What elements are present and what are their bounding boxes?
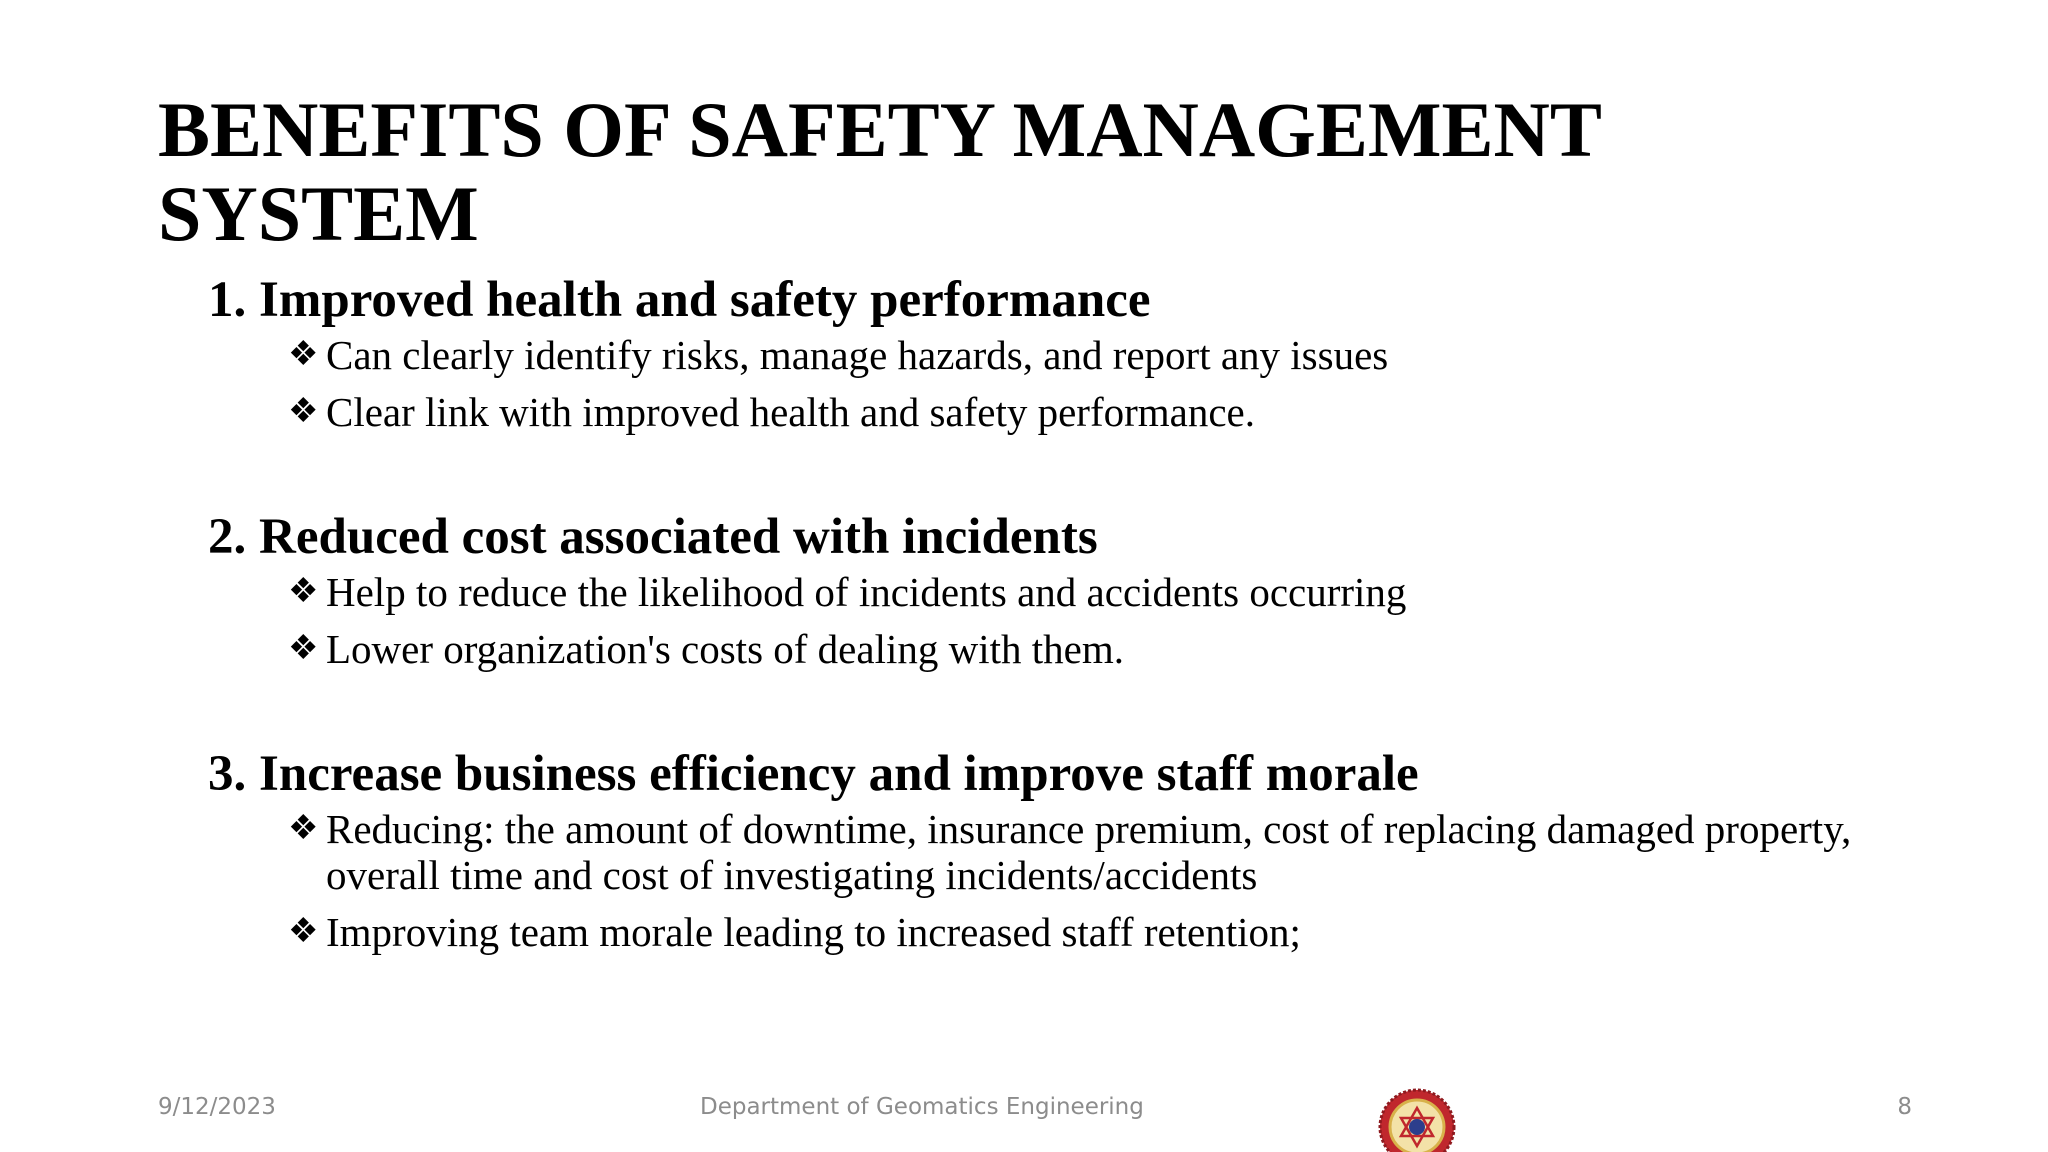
diamond-bullet-icon: ❖ — [288, 573, 319, 610]
benefit-section-3 — [208, 742, 1908, 955]
benefit-heading: 2. Reduced cost associated with incidents — [208, 509, 1098, 565]
footer-department: Department of Geomatics Engineering — [700, 1094, 1144, 1120]
diamond-bullet-icon: ❖ — [288, 810, 319, 847]
bullet-item — [288, 389, 1908, 435]
bullet-item — [288, 626, 1908, 672]
bullet-text: Help to reduce the likelihood of incidents and accidents occurring — [326, 569, 1407, 615]
footer-date: 9/12/2023 — [158, 1094, 276, 1120]
bullet-list — [208, 806, 1908, 955]
bullet-item — [288, 332, 1908, 378]
diamond-bullet-icon: ❖ — [288, 336, 319, 373]
benefit-heading: 1. Improved health and safety performance — [208, 272, 1151, 328]
bullet-list — [208, 332, 1908, 435]
diamond-bullet-icon: ❖ — [288, 913, 319, 950]
benefit-section-2 — [208, 505, 1908, 672]
bullet-text: Reducing: the amount of downtime, insurance premium, cost of replacing damaged property, overall time and cost of investigating incidents/accidents — [326, 806, 1852, 898]
slide-title: BENEFITS OF SAFETY MANAGEMENT SYSTEM — [158, 86, 1601, 257]
bullet-list — [208, 569, 1908, 672]
bullet-text: Clear link with improved health and safety performance. — [326, 389, 1256, 435]
bullet-item — [288, 909, 1908, 955]
footer-page-number: 8 — [1897, 1094, 1912, 1120]
bullet-text: Can clearly identify risks, manage hazards, and report any issues — [326, 332, 1389, 378]
benefit-section-1 — [208, 268, 1908, 435]
bullet-text: Improving team morale leading to increased staff retention; — [326, 909, 1301, 955]
bullet-text: Lower organization's costs of dealing with them. — [326, 626, 1124, 672]
university-logo — [1378, 1088, 1456, 1152]
benefit-heading: 3. Increase business efficiency and improve staff morale — [208, 746, 1419, 802]
slide-content — [208, 268, 1908, 966]
bullet-item — [288, 569, 1908, 615]
bullet-item — [288, 806, 1908, 898]
logo-center-emblem — [1409, 1119, 1425, 1135]
diamond-bullet-icon: ❖ — [288, 630, 319, 667]
diamond-bullet-icon: ❖ — [288, 393, 319, 430]
